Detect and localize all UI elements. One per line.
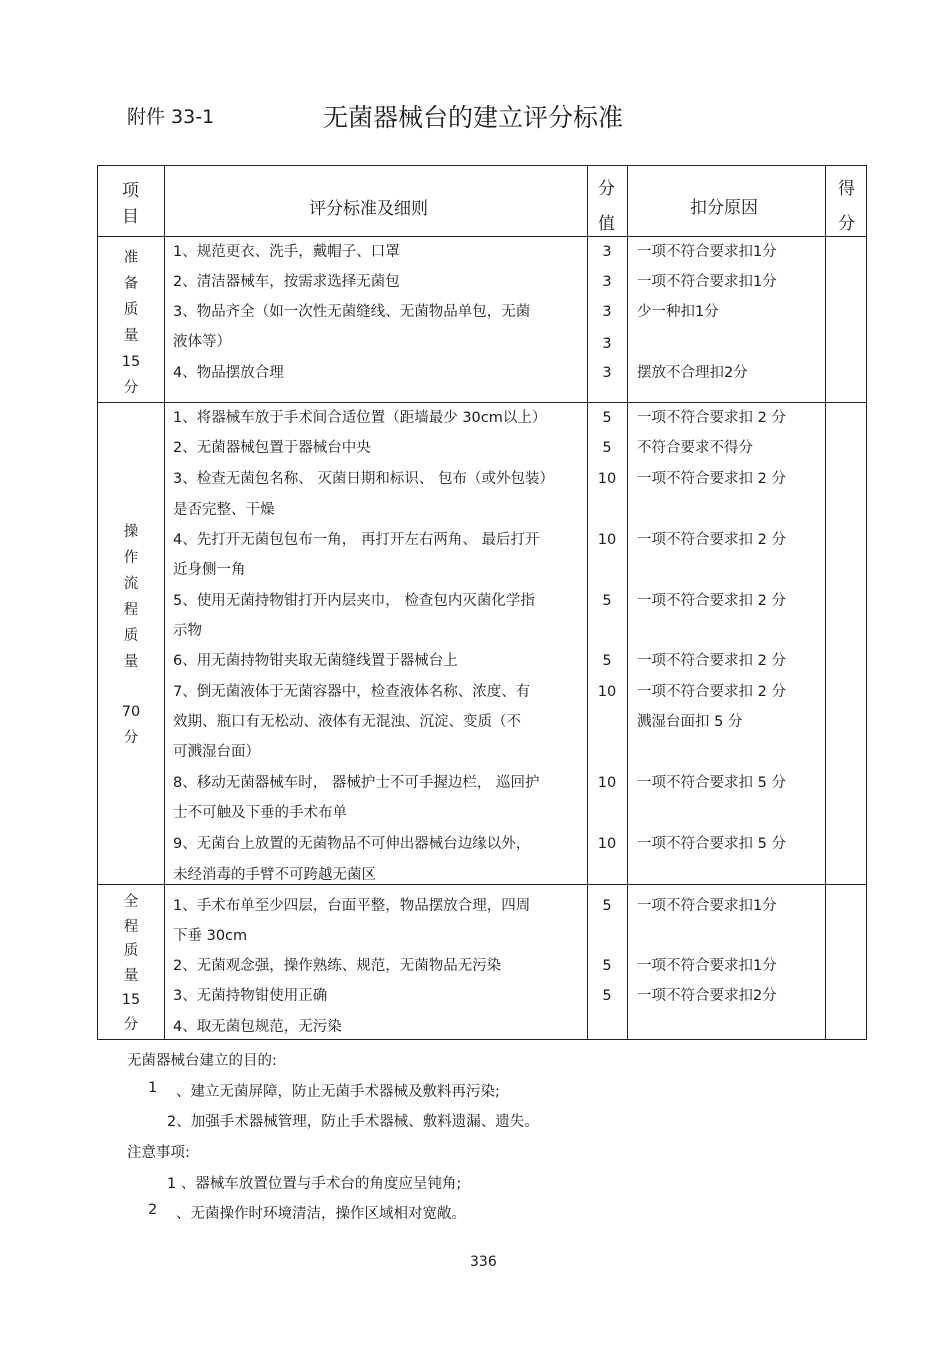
header-item: 项 bbox=[122, 181, 139, 201]
page-title: 无菌器械台的建立评分标准 bbox=[323, 103, 624, 132]
score-value: 3 bbox=[602, 274, 612, 290]
purpose-item: 、建立无菌屏障，防止无菌手术器械及敷料再污染; bbox=[176, 1084, 500, 1100]
table-divider bbox=[627, 165, 628, 1039]
header-criteria: 评分标准及细则 bbox=[309, 199, 428, 219]
header-item: 目 bbox=[122, 207, 139, 227]
category-char: 作 bbox=[123, 550, 139, 566]
header-score: 分 bbox=[598, 179, 615, 199]
header-got-score: 得 bbox=[838, 179, 855, 199]
table-divider bbox=[97, 236, 867, 237]
criteria-line: 效期、瓶口有无松动、液体有无混浊、沉淀、变质（不 bbox=[173, 714, 521, 730]
category-char: 质 bbox=[123, 628, 139, 644]
criteria-line: 士不可触及下垂的手术布单 bbox=[173, 805, 347, 821]
caution-item-number: 2 bbox=[148, 1202, 158, 1218]
deduction-reason: 一项不符合要求扣2分 bbox=[637, 988, 777, 1004]
criteria-line: 3、无菌持物钳使用正确 bbox=[173, 988, 328, 1004]
deduction-reason: 一项不符合要求扣 2 分 bbox=[637, 684, 786, 700]
category-operation-score bbox=[98, 699, 164, 751]
criteria-line: 2、无菌观念强，操作熟练、规范，无菌物品无污染 bbox=[173, 958, 502, 974]
header-deduction: 扣分原因 bbox=[690, 198, 758, 218]
deduction-reason: 一项不符合要求扣 2 分 bbox=[637, 410, 786, 426]
criteria-line: 5、使用无菌持物钳打开内层夹巾， 检查包内灭菌化学指 bbox=[173, 593, 535, 609]
caution-item: 、无菌操作时环境清洁，操作区域相对宽敞。 bbox=[176, 1206, 466, 1222]
score-value: 5 bbox=[602, 653, 612, 669]
deduction-reason: 摆放不合理扣2分 bbox=[637, 365, 748, 381]
criteria-line: 7、倒无菌液体于无菌容器中，检查液体名称、浓度、有 bbox=[173, 684, 531, 700]
score-value: 3 bbox=[602, 336, 612, 352]
criteria-line: 3、物品齐全（如一次性无菌缝线、无菌物品单包，无菌 bbox=[173, 304, 531, 320]
category-overall bbox=[98, 890, 164, 1037]
criteria-line: 1、规范更衣、洗手，戴帽子、口罩 bbox=[173, 244, 400, 260]
category-char: 15 bbox=[121, 354, 141, 370]
table-border-right bbox=[866, 165, 867, 1039]
criteria-line: 示物 bbox=[173, 623, 202, 639]
category-preparation bbox=[98, 245, 164, 401]
category-char: 准 bbox=[123, 250, 139, 266]
category-char: 备 bbox=[123, 276, 139, 292]
criteria-line: 液体等） bbox=[173, 334, 231, 350]
category-char: 操 bbox=[123, 524, 139, 540]
table-border-top bbox=[97, 165, 867, 166]
deduction-reason: 一项不符合要求扣 2 分 bbox=[637, 532, 786, 548]
deduction-reason: 溅湿台面扣 5 分 bbox=[637, 714, 743, 730]
score-value: 10 bbox=[597, 471, 617, 487]
deduction-reason: 一项不符合要求扣 5 分 bbox=[637, 775, 786, 791]
criteria-line: 是否完整、干燥 bbox=[173, 502, 275, 518]
score-value: 5 bbox=[602, 988, 612, 1004]
deduction-reason: 一项不符合要求扣1分 bbox=[637, 898, 777, 914]
purpose-item: 2、加强手术器械管理，防止手术器械、敷料遗漏、遗失。 bbox=[167, 1114, 539, 1130]
category-char: 分 bbox=[123, 1016, 139, 1033]
criteria-line: 9、无菌台上放置的无菌物品不可伸出器械台边缘以外， bbox=[173, 836, 531, 852]
purpose-item-number: 1 bbox=[148, 1080, 158, 1096]
category-char: 70 bbox=[121, 704, 141, 720]
category-char: 量 bbox=[123, 967, 139, 984]
criteria-line: 近身侧一角 bbox=[173, 562, 246, 578]
category-char: 分 bbox=[123, 730, 139, 746]
score-value: 3 bbox=[602, 365, 612, 381]
table-divider bbox=[97, 402, 867, 403]
caution-title: 注意事项: bbox=[127, 1145, 190, 1161]
score-value: 10 bbox=[597, 684, 617, 700]
caution-item: 1 、器械车放置位置与手术台的角度应呈钝角; bbox=[167, 1176, 462, 1192]
deduction-reason: 少一种扣1分 bbox=[637, 304, 719, 320]
score-value: 10 bbox=[597, 775, 617, 791]
category-char: 质 bbox=[123, 302, 139, 318]
table-border-bottom bbox=[97, 1039, 867, 1040]
deduction-reason: 不符合要求不得分 bbox=[637, 440, 753, 456]
criteria-line: 1、手术布单至少四层，台面平整，物品摆放合理，四周 bbox=[173, 898, 531, 914]
criteria-line: 1、将器械车放于手术间合适位置（距墙最少 30cm以上） bbox=[173, 410, 547, 426]
criteria-line: 8、移动无菌器械车时， 器械护士不可手握边栏， 巡回护 bbox=[173, 775, 540, 791]
attachment-label: 附件 33-1 bbox=[127, 106, 215, 128]
criteria-line: 未经消毒的手臂不可跨越无菌区 bbox=[173, 867, 376, 883]
score-value: 10 bbox=[597, 532, 617, 548]
table-divider bbox=[825, 165, 826, 1039]
category-char: 15 bbox=[121, 992, 141, 1008]
score-value: 3 bbox=[602, 244, 612, 260]
category-char: 程 bbox=[123, 602, 139, 618]
score-value: 5 bbox=[602, 440, 612, 456]
criteria-line: 4、取无菌包规范，无污染 bbox=[173, 1019, 342, 1035]
score-value: 3 bbox=[602, 304, 612, 320]
criteria-line: 2、清洁器械车，按需求选择无菌包 bbox=[173, 274, 400, 290]
criteria-line: 下垂 30cm bbox=[173, 928, 248, 944]
category-char: 分 bbox=[123, 380, 139, 396]
category-char: 全 bbox=[123, 894, 139, 910]
category-operation bbox=[98, 519, 164, 675]
header-got-score: 分 bbox=[838, 214, 855, 234]
score-value: 5 bbox=[602, 898, 612, 914]
deduction-reason: 一项不符合要求扣 2 分 bbox=[637, 471, 786, 487]
deduction-reason: 一项不符合要求扣1分 bbox=[637, 244, 777, 260]
table-divider bbox=[97, 884, 867, 885]
header-score: 值 bbox=[598, 214, 615, 234]
deduction-reason: 一项不符合要求扣 2 分 bbox=[637, 653, 786, 669]
score-value: 10 bbox=[597, 836, 617, 852]
category-char: 质 bbox=[123, 943, 139, 959]
score-value: 5 bbox=[602, 410, 612, 426]
criteria-line: 可溅湿台面） bbox=[173, 744, 260, 760]
page-number: 336 bbox=[470, 1254, 497, 1270]
deduction-reason: 一项不符合要求扣1分 bbox=[637, 958, 777, 974]
category-char: 流 bbox=[123, 576, 139, 592]
category-char: 程 bbox=[123, 918, 139, 935]
category-char: 量 bbox=[123, 654, 139, 670]
deduction-reason: 一项不符合要求扣 5 分 bbox=[637, 836, 786, 852]
criteria-line: 4、物品摆放合理 bbox=[173, 365, 284, 381]
deduction-reason: 一项不符合要求扣1分 bbox=[637, 274, 777, 290]
criteria-line: 3、检查无菌包名称、 灭菌日期和标识、 包布（或外包装） bbox=[173, 471, 554, 487]
score-value: 5 bbox=[602, 593, 612, 609]
criteria-line: 4、先打开无菌包包布一角， 再打开左右两角、 最后打开 bbox=[173, 532, 540, 548]
table-divider bbox=[164, 165, 165, 1039]
score-value: 5 bbox=[602, 958, 612, 974]
deduction-reason: 一项不符合要求扣 2 分 bbox=[637, 593, 786, 609]
category-char: 量 bbox=[123, 328, 139, 344]
criteria-line: 2、无菌器械包置于器械台中央 bbox=[173, 440, 371, 456]
purpose-title: 无菌器械台建立的目的: bbox=[127, 1053, 277, 1069]
criteria-line: 6、用无菌持物钳夹取无菌缝线置于器械台上 bbox=[173, 653, 458, 669]
